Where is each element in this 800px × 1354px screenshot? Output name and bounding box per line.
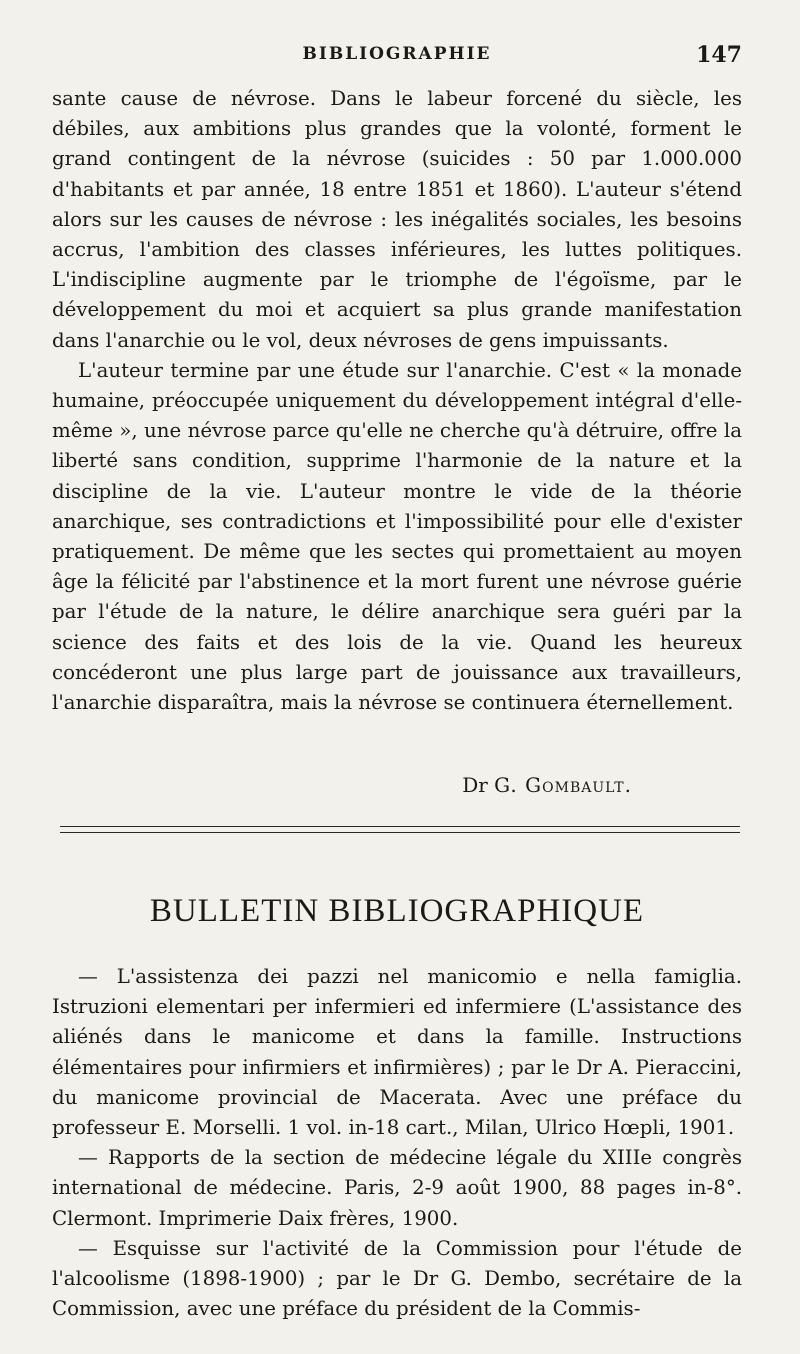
author-signature	[462, 770, 632, 800]
running-head	[52, 44, 742, 74]
page-number: 147	[696, 42, 742, 68]
bulletin-entry: — Esquisse sur l'activité de la Commission pour l'étude de l'alcoolisme (1898-1900) ; par le Dr G. Dembo, secrétaire de la Commission, avec une préface du président de la Commis-	[52, 1236, 742, 1321]
bulletin-entries	[52, 962, 742, 1324]
review-paragraph: sante cause de névrose. Dans le labeur forcené du siècle, les débiles, aux ambitions plus grandes que la volonté, forment le grand contingent de la névrose (suicides : 50 par 1.000.000 d'habitants et par année, 18 entre 1851 et 1860). L'auteur s'étend alors sur les causes de névrose : les inégalités sociales, les besoins accrus, l'ambition des classes inférieures, les luttes politiques. L'indiscipline augmente par le triomphe de l'égoïsme, par le développement du moi et acquiert sa plus grande manifestation dans l'anarchie ou le vol, deux névroses de gens impuissants.	[52, 87, 742, 352]
running-title: BIBLIOGRAPHIE	[302, 44, 492, 64]
section-title: BULLETIN BIBLIOGRAPHIQUE	[149, 893, 645, 929]
divider-rule	[60, 826, 740, 827]
review-paragraph: L'auteur termine par une étude sur l'anarchie. C'est « la monade humaine, préoccupée uniquement du développement intégral d'elle-même », une névrose parce qu'elle ne cherche qu'à détruire, offre la liberté sans condition, supprime l'harmonie de la nature et la discipline de la vie. L'auteur montre le vide de la théorie anarchique, ses contradictions et l'impossibilité pour elle d'exister pratiquement. De même que les sectes qui promettaient au moyen âge la félicité par l'abstinence et la mort furent une névrose guérie par l'étude de la nature, le délire anarchique sera guéri par la science des faits et des lois de la vie. Quand les heureux concéderont une plus large part de jouissance aux travailleurs, l'anarchie disparaîtra, mais la névrose se continuera éternellement.	[52, 358, 742, 715]
signature-name: G. Gombault.	[494, 773, 632, 797]
review-text	[52, 84, 742, 718]
bulletin-entry: — Rapports de la section de médecine légale du XIIIe congrès international de médecine. Paris, 2-9 août 1900, 88 pages in-8°. Clermont. Imprimerie Daix frères, 1900.	[52, 1146, 742, 1230]
signature-title: Dr	[462, 773, 488, 797]
bulletin-entry: — L'assistenza dei pazzi nel manicomio e nella famiglia. Istruzioni elementari per infermieri ed infermiere (L'assistance des aliénés dans le manicome et dans la famille. Instructions élémentaires pour infirmiers et infirmières) ; par le Dr A. Pieraccini, du manicome provincial de Macerata. Avec une préface du professeur E. Morselli. 1 vol. in-18 cart., Milan, Ulrico Hœpli, 1901.	[52, 965, 742, 1140]
divider-rule	[60, 832, 740, 833]
